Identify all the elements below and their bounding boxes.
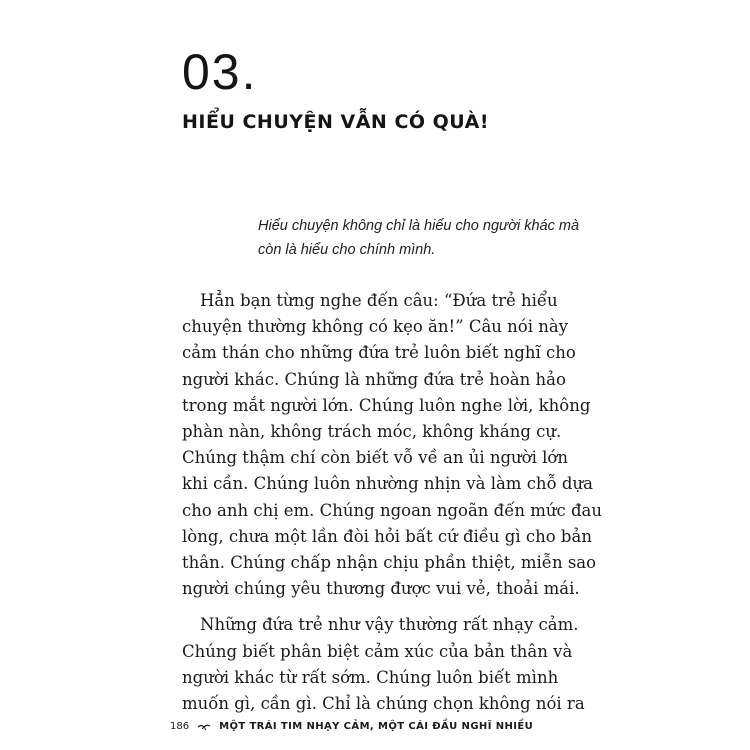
epigraph-line: Hiểu chuyện không chỉ là hiểu cho người khác mà xyxy=(258,218,580,234)
text-line: Chúng thậm chí còn biết vỗ về an ủi người lớn xyxy=(182,448,568,468)
body-text xyxy=(182,288,603,717)
paragraph-1 xyxy=(182,288,603,602)
page-number: 186 xyxy=(170,721,190,732)
text-line: lòng, chưa một lần đòi hỏi bất cứ điều gì cho bản xyxy=(182,526,592,546)
text-line: khi cần. Chúng luôn nhường nhịn và làm chỗ dựa xyxy=(182,474,593,494)
text-line: người chúng yêu thương được vui vẻ, thoải mái. xyxy=(182,579,580,599)
text-line: Hẳn bạn từng nghe đến câu: “Đứa trẻ hiểu xyxy=(200,291,558,310)
text-line: cho anh chị em. Chúng ngoan ngoãn đến mức đau xyxy=(182,500,603,520)
chapter-number: 03. xyxy=(182,44,258,100)
epigraph-line: còn là hiểu cho chính mình. xyxy=(258,242,436,258)
running-title: MỘT TRÁI TIM NHẠY CẢM, MỘT CÁI ĐẦU NGHĨ NHIỀU xyxy=(219,721,534,732)
text-line: Những đứa trẻ như vậy thường rất nhạy cảm. xyxy=(200,615,579,635)
text-line: trong mắt người lớn. Chúng luôn nghe lời, không xyxy=(182,395,591,415)
text-line: muốn gì, cần gì. Chỉ là chúng chọn không nói ra xyxy=(182,694,585,714)
epigraph xyxy=(258,214,578,262)
bird-icon xyxy=(197,722,211,732)
text-line: người khác từ rất sớm. Chúng luôn biết mình xyxy=(182,667,559,687)
text-line: cảm thán cho những đứa trẻ luôn biết nghĩ cho xyxy=(182,343,576,363)
page-footer xyxy=(170,720,533,734)
chapter-title: HIỂU CHUYỆN VẪN CÓ QUÀ! xyxy=(182,111,490,133)
text-line: phàn nàn, không trách móc, không kháng cự. xyxy=(182,422,562,442)
text-line: thân. Chúng chấp nhận chịu phần thiệt, miễn sao xyxy=(182,553,597,573)
paragraph-2 xyxy=(182,612,585,717)
text-line: Chúng biết phân biệt cảm xúc của bản thân và xyxy=(182,641,573,661)
text-line: người khác. Chúng là những đứa trẻ hoàn hảo xyxy=(182,369,566,389)
text-line: chuyện thường không có kẹo ăn!” Câu nói này xyxy=(182,317,569,337)
